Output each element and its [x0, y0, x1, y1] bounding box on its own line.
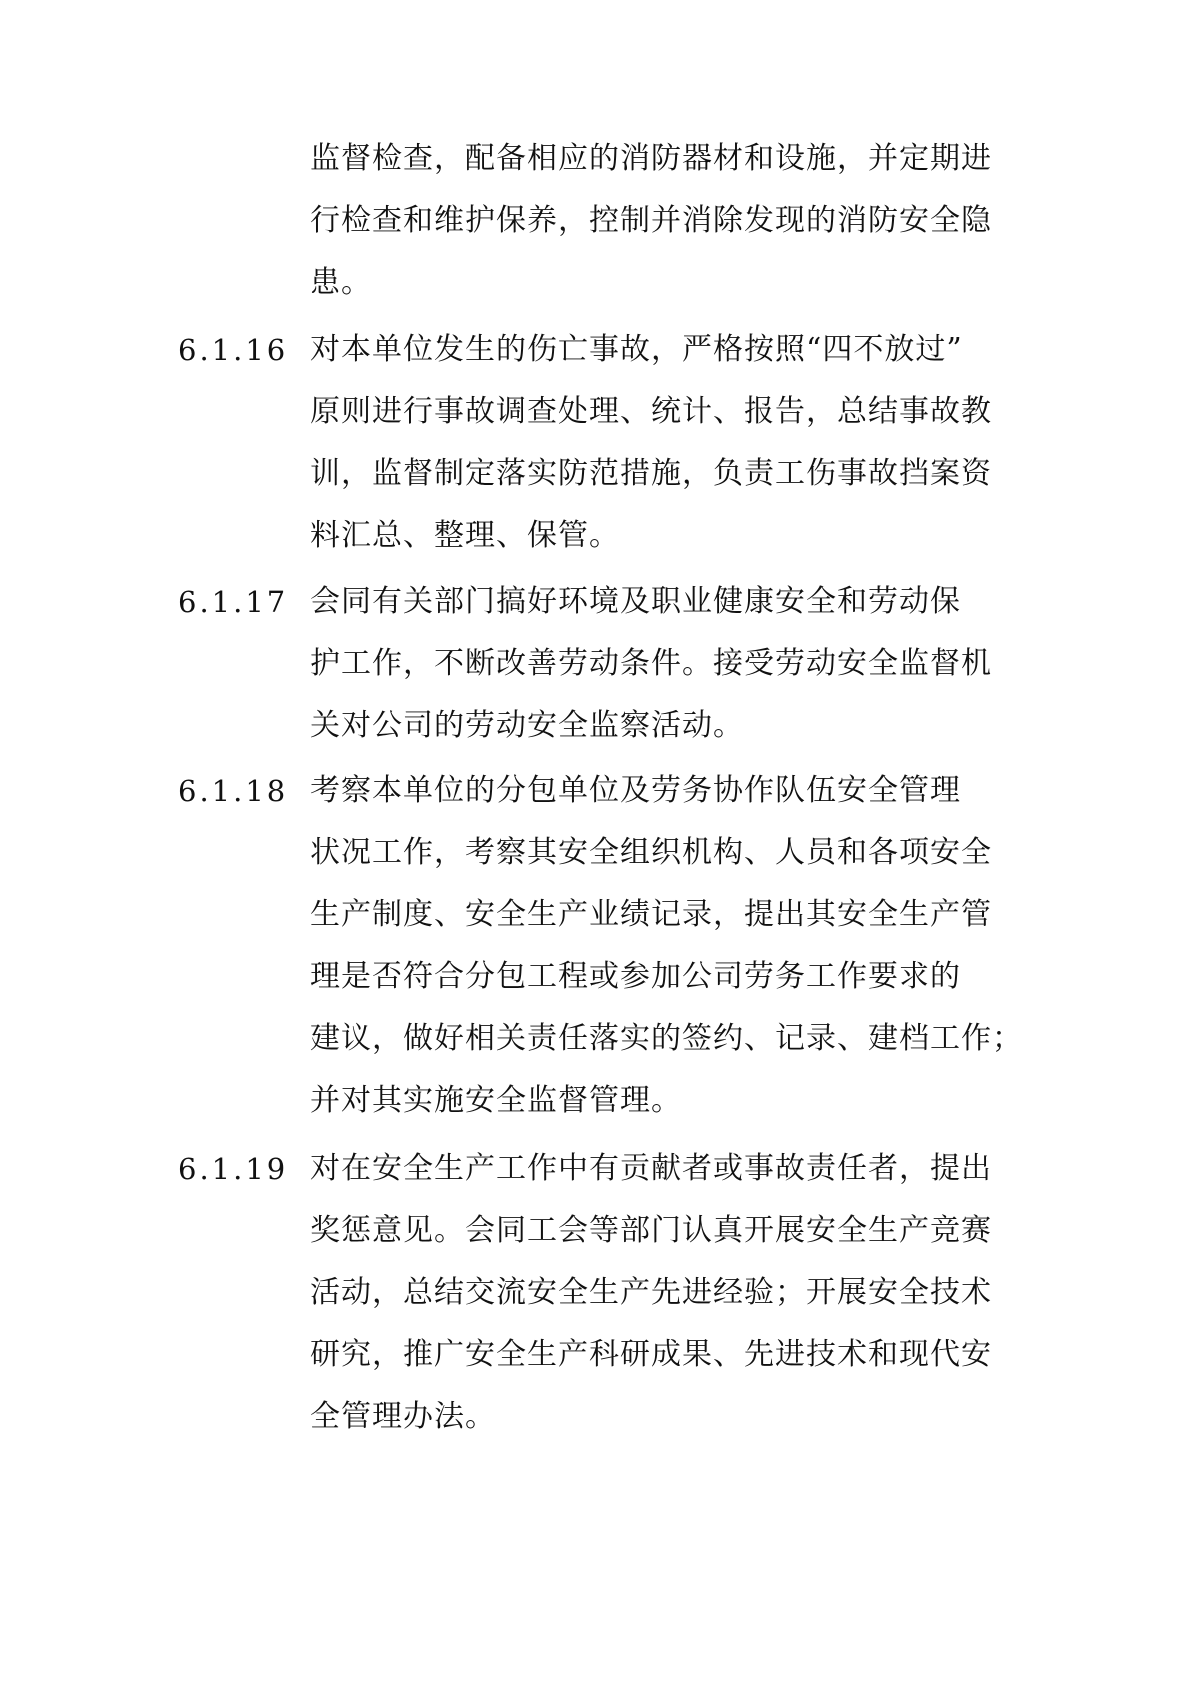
text-line: 奖惩意见。会同工会等部门认真开展安全生产竞赛 — [310, 1213, 992, 1248]
text-line: 并对其实施安全监督管理。 — [310, 1083, 682, 1118]
text-line: 训，监督制定落实防范措施，负责工伤事故挡案资 — [310, 456, 992, 491]
text-line: 对在安全生产工作中有贡献者或事故责任者，提出 — [310, 1151, 992, 1186]
text-line: 关对公司的劳动安全监察活动。 — [310, 708, 744, 743]
clause-body — [310, 1138, 1010, 1448]
text-line: 患。 — [310, 265, 372, 300]
clause-number: 6.1.17 — [178, 585, 289, 619]
text-line: 原则进行事故调查处理、统计、报告，总结事故教 — [310, 394, 992, 429]
clause-number: 6.1.19 — [178, 1152, 289, 1186]
text-line: 料汇总、整理、保管。 — [310, 518, 620, 553]
clause-body — [310, 128, 1010, 314]
text-line: 状况工作，考察其安全组织机构、人员和各项安全 — [310, 835, 992, 870]
text-line: 会同有关部门搞好环境及职业健康安全和劳动保 — [310, 584, 961, 619]
text-line: 全管理办法。 — [310, 1399, 496, 1434]
clause-number: 6.1.18 — [178, 774, 289, 808]
text-line: 对本单位发生的伤亡事故，严格按照“四不放过” — [310, 332, 963, 367]
text-line: 建议，做好相关责任落实的签约、记录、建档工作； — [310, 1021, 1023, 1056]
clause-body — [310, 760, 1023, 1132]
clause-body — [310, 319, 1010, 567]
text-line: 活动，总结交流安全生产先进经验；开展安全技术 — [310, 1275, 992, 1310]
clause-body — [310, 571, 1010, 757]
clause-number: 6.1.16 — [178, 333, 289, 367]
text-line: 考察本单位的分包单位及劳务协作队伍安全管理 — [310, 773, 961, 808]
text-line: 行检查和维护保养，控制并消除发现的消防安全隐 — [310, 203, 992, 238]
text-line: 研究，推广安全生产科研成果、先进技术和现代安 — [310, 1337, 992, 1372]
text-line: 监督检查，配备相应的消防器材和设施，并定期进 — [310, 141, 992, 176]
text-line: 理是否符合分包工程或参加公司劳务工作要求的 — [310, 959, 961, 994]
text-line: 护工作，不断改善劳动条件。接受劳动安全监督机 — [310, 646, 992, 681]
text-line: 生产制度、安全生产业绩记录，提出其安全生产管 — [310, 897, 992, 932]
